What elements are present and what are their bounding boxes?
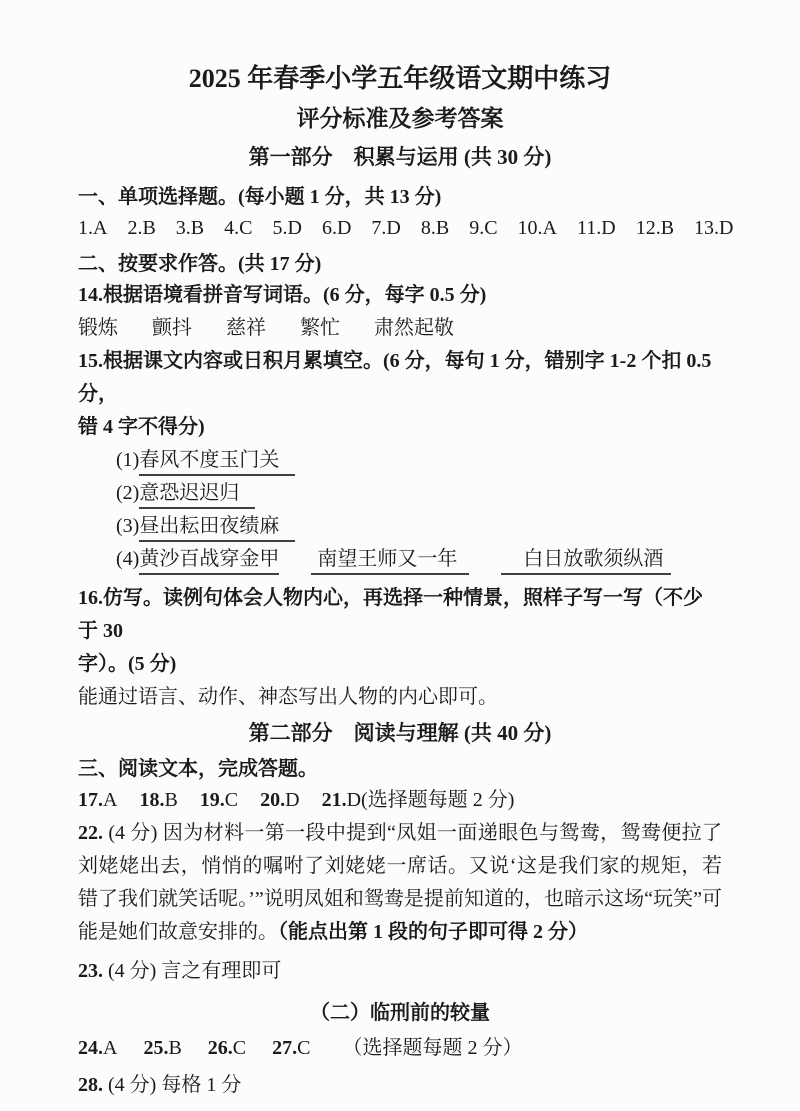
q22-text: (4 分) 因为材料一第一段中提到“凤姐一面递眼色与鸳鸯，鸳鸯便拉了刘姥姥出去，悄悄的嘱咐了刘姥姥一席话。又说‘这是我们家的规矩，若错了我们就笑话呢。’”说明凤姐和鸳鸯是提前知道的，也暗示这场“玩笑”可能是她们故意安排的。 xyxy=(78,822,723,943)
q28-answer xyxy=(78,1069,722,1102)
answer-item: 1.A xyxy=(78,217,108,239)
answers-1-13-row xyxy=(78,212,734,245)
q15-item-number: (1) xyxy=(116,449,140,471)
answer-item: 4.C xyxy=(224,217,253,239)
part1-heading: 第一部分 积累与运用 (共 30 分) xyxy=(248,145,552,169)
answer-item: 3.B xyxy=(175,217,205,239)
q28-text: (4 分) 每格 1 分 xyxy=(108,1074,242,1096)
q15-item-answer: 意恐迟迟归 xyxy=(139,480,255,509)
q22-number: 22. xyxy=(78,822,103,844)
q16-heading-line2: 字）。(5 分) xyxy=(78,653,177,675)
section2-heading: 二、按要求作答。(共 17 分) xyxy=(78,253,322,275)
q14-word: 肃然起敬 xyxy=(374,317,454,339)
q14-word: 颤抖 xyxy=(152,317,192,339)
q15-item4-part2: 南望王师又一年 xyxy=(311,546,469,575)
doc-title: 2025 年春季小学五年级语文期中练习 xyxy=(188,64,612,93)
answer-item: 6.D xyxy=(321,217,352,239)
q15-answer-item xyxy=(78,510,722,543)
q15-heading xyxy=(78,345,722,444)
answers-24-27-note: （选择题每题 2 分） xyxy=(342,1037,523,1059)
q16-heading xyxy=(78,582,722,681)
answer-pair: 27.C xyxy=(272,1037,311,1059)
q15-answers xyxy=(78,444,722,543)
answer-pair: 20.D xyxy=(260,789,300,811)
q15-answer-item xyxy=(78,444,722,477)
q16-answer: 能通过语言、动作、神态写出人物的内心即可。 xyxy=(78,686,498,708)
answer-item: 11.D xyxy=(576,217,616,239)
q23-answer xyxy=(78,955,722,988)
answer-item: 13.D xyxy=(694,217,734,239)
q16-heading-line1: 16.仿写。读例句体会人物内心，再选择一种情景，照样子写一写（不少于 30 xyxy=(78,587,703,642)
answers-17-21-note: (选择题每题 2 分) xyxy=(361,789,515,811)
q15-item-answer: 春风不度玉门关 xyxy=(139,447,295,476)
q15-item-answer: 昼出耘田夜绩麻 xyxy=(139,513,295,542)
q15-item4-number: (4) xyxy=(116,548,140,570)
q14-word: 慈祥 xyxy=(226,317,266,339)
answer-item: 10.A xyxy=(517,217,557,239)
q23-number: 23. xyxy=(78,960,103,982)
section3-heading: 三、阅读文本，完成答题。 xyxy=(78,758,318,780)
passage2-heading: （二）临刑前的较量 xyxy=(310,1002,490,1024)
q15-item-number: (3) xyxy=(116,515,140,537)
answer-item: 9.C xyxy=(469,217,498,239)
answers-24-27-row xyxy=(78,1032,722,1065)
q15-item-number: (2) xyxy=(116,482,140,504)
section1-heading: 一、单项选择题。(每小题 1 分，共 13 分) xyxy=(78,186,442,208)
q28-number: 28. xyxy=(78,1074,103,1096)
q15-item4-part3: 白日放歌须纵酒 xyxy=(501,546,671,575)
answer-item: 7.D xyxy=(371,217,401,239)
part2-heading: 第二部分 阅读与理解 (共 40 分) xyxy=(248,721,552,745)
q14-word: 锻炼 xyxy=(78,317,118,339)
answers-17-21-row xyxy=(78,784,722,817)
q15-answer-item4 xyxy=(78,543,722,576)
answer-item: 8.B xyxy=(420,217,450,239)
answer-pair: 19.C xyxy=(199,789,239,811)
q14-word: 繁忙 xyxy=(300,317,340,339)
answer-item: 12.B xyxy=(635,217,675,239)
q15-heading-line1: 15.根据课文内容或日积月累填空。(6 分，每句 1 分，错别字 1-2 个扣 0.5 分， xyxy=(78,350,712,405)
q22-answer xyxy=(78,817,722,949)
q14-words-row xyxy=(78,312,722,345)
answer-pair: 17.A xyxy=(78,789,118,811)
answer-pair: 26.C xyxy=(207,1037,247,1059)
answer-pair: 24.A xyxy=(78,1037,118,1059)
q22-note: （能点出第 1 段的句子即可得 2 分） xyxy=(278,921,588,943)
answer-item: 5.D xyxy=(272,217,302,239)
q15-item4-part1: 黄沙百战穿金甲 xyxy=(139,546,279,575)
answer-item: 2.B xyxy=(127,217,156,239)
answer-pair: 25.B xyxy=(143,1037,182,1059)
q15-heading-line2: 错 4 字不得分) xyxy=(78,416,205,438)
q23-text: (4 分) 言之有理即可 xyxy=(108,960,282,982)
doc-subtitle: 评分标准及参考答案 xyxy=(296,106,504,131)
answer-pair: 21.D xyxy=(321,789,362,811)
q15-answer-item xyxy=(78,477,722,510)
q14-heading: 14.根据语境看拼音写词语。(6 分，每字 0.5 分) xyxy=(78,284,487,306)
answer-pair: 18.B xyxy=(139,789,178,811)
